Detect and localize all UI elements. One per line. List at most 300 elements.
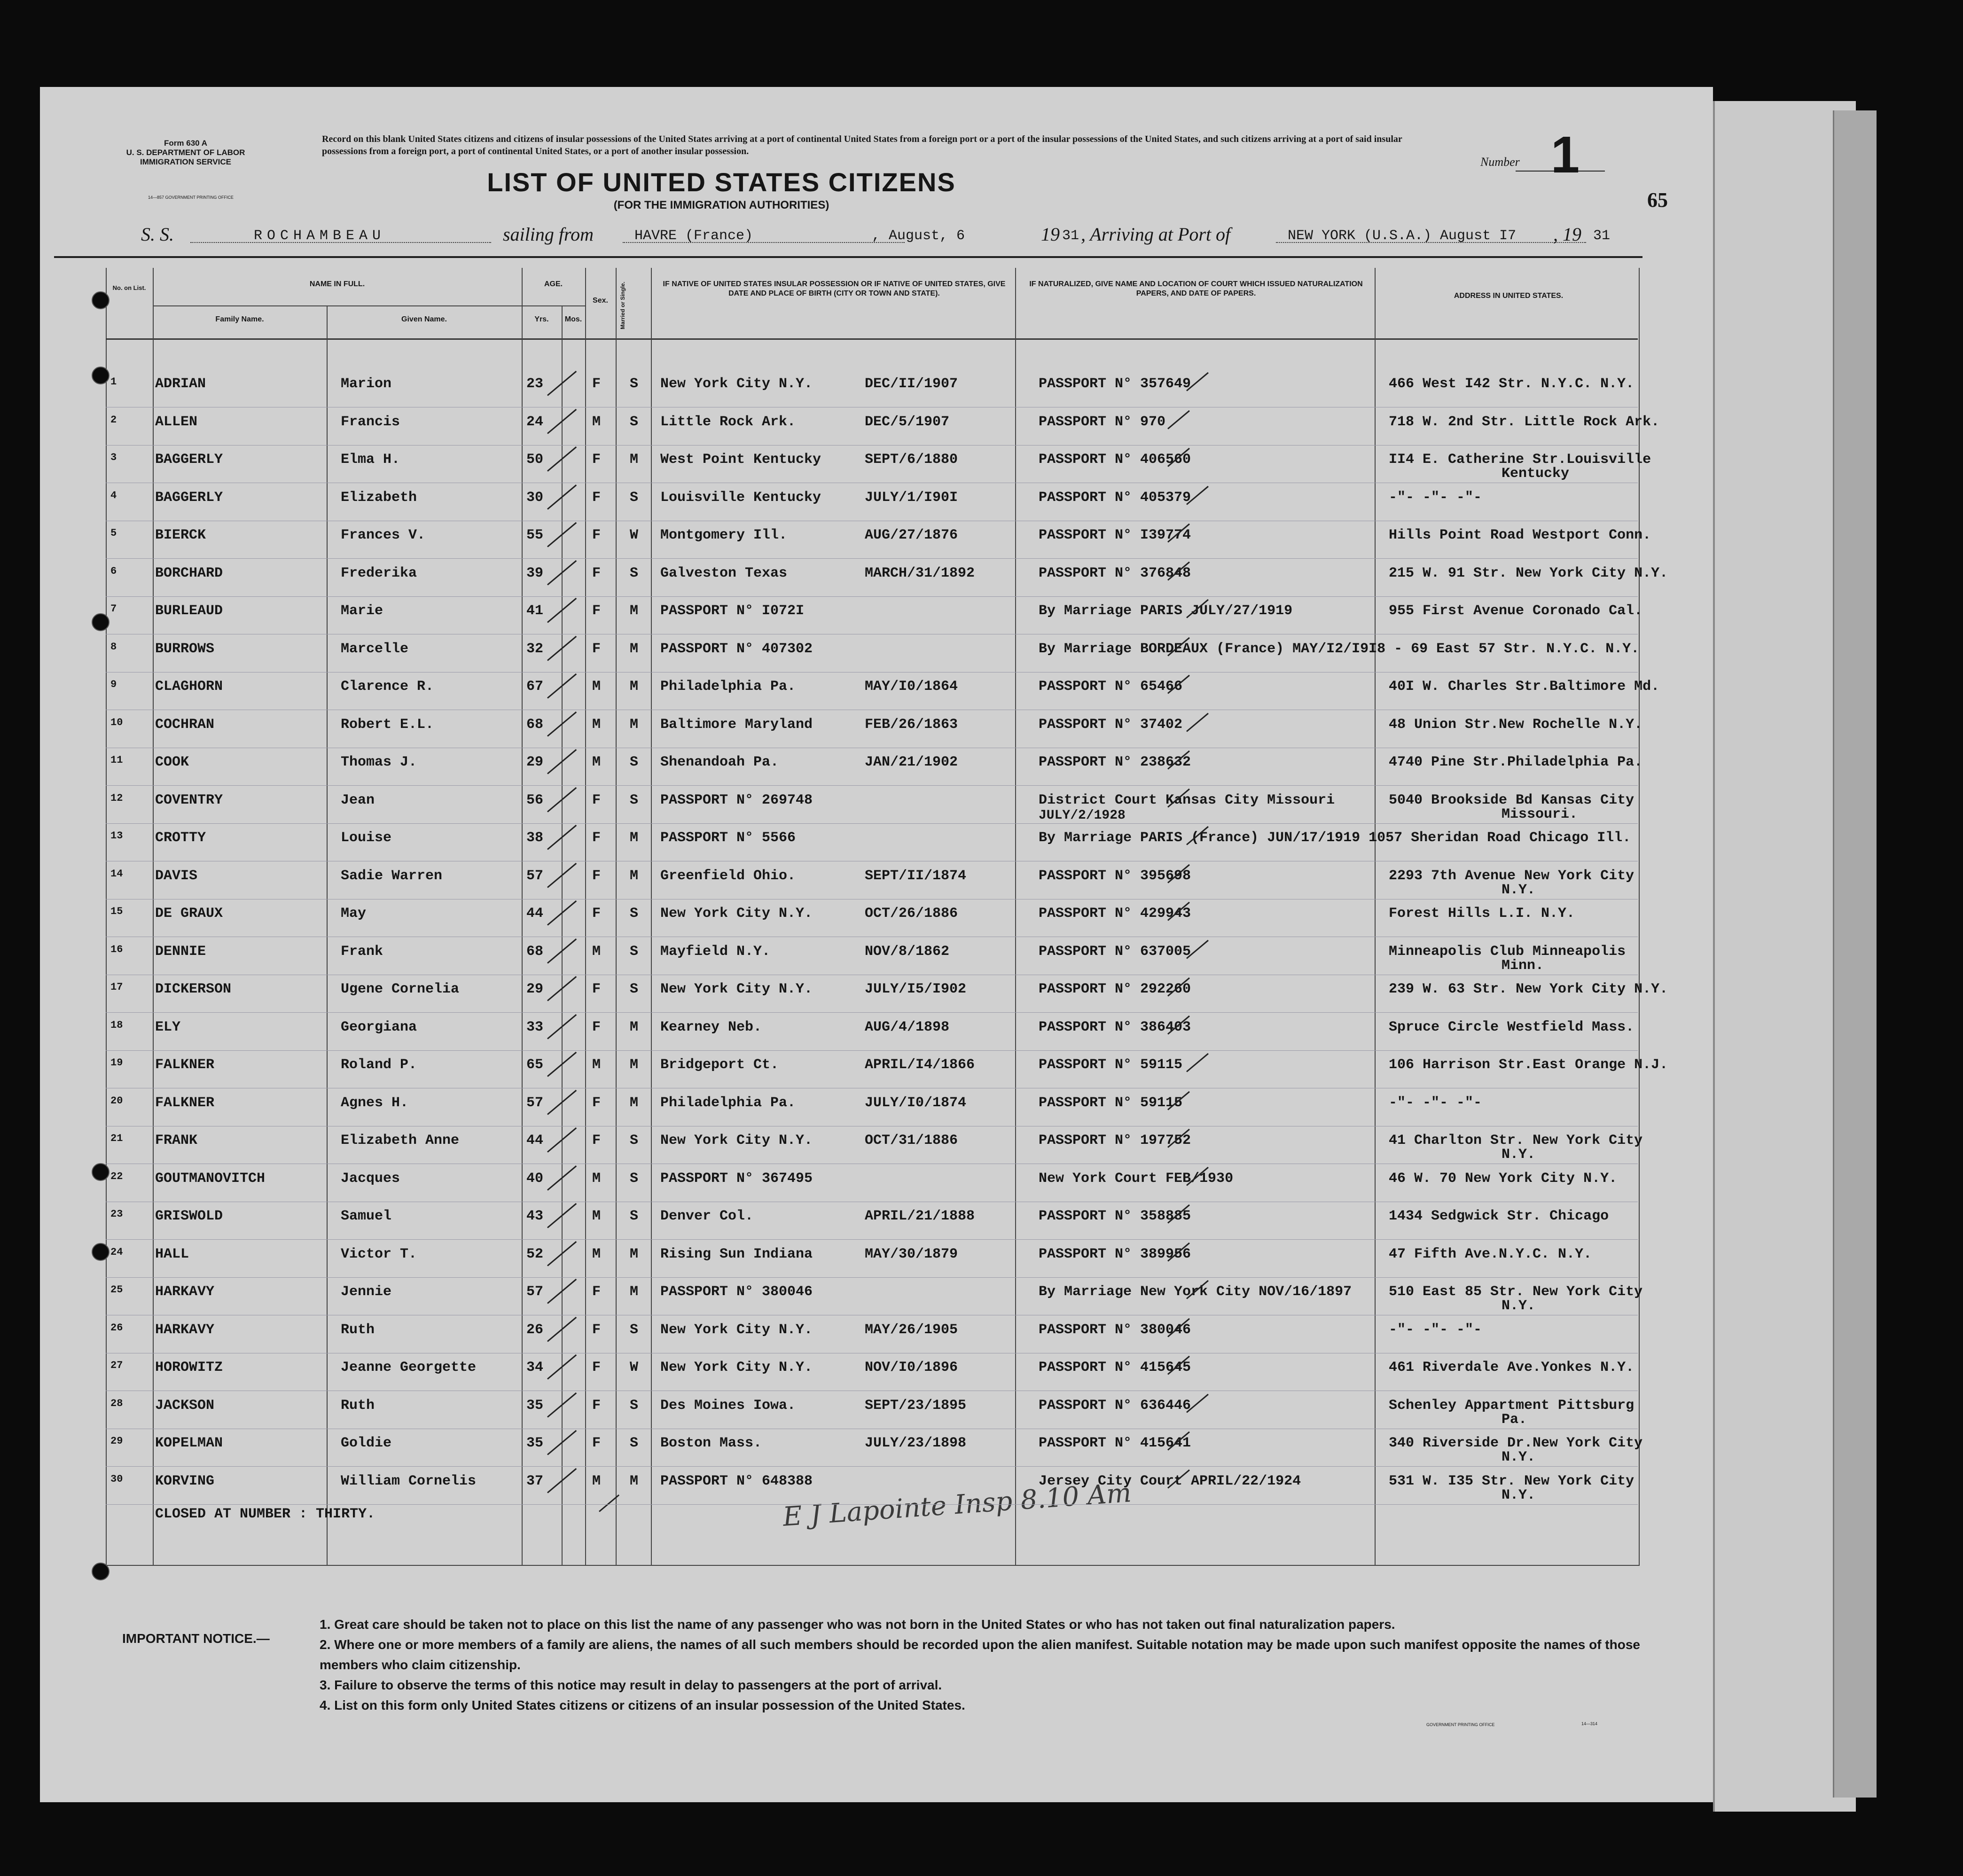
ruled-line [106, 1050, 1638, 1051]
age-years: 65 [526, 1057, 544, 1073]
binder-hole [92, 367, 109, 384]
naturalization: By Marriage BORDEAUX (France) MAY/I2/I9I8 - 69 East 57 Str. N.Y.C. N.Y. [1039, 641, 1640, 657]
address: 510 East 85 Str. New York City [1389, 1284, 1643, 1300]
marital-status: S [630, 1397, 639, 1414]
birth-date: NOV/8/1862 [865, 943, 950, 960]
birth-date: SEPT/23/1895 [865, 1397, 967, 1414]
age-years: 24 [526, 414, 544, 430]
family-name: BAGGERLY [155, 452, 223, 468]
naturalization-date: JULY/2/1928 [1039, 808, 1126, 823]
header-name-in-full: NAME IN FULL. [309, 280, 365, 288]
naturalization: PASSPORT N° 37402 [1039, 716, 1183, 733]
birth-place: PASSPORT N° 5566 [660, 830, 796, 846]
family-name: HALL [155, 1246, 189, 1262]
family-name: BURROWS [155, 641, 215, 657]
birth-place: New York City N.Y. [660, 981, 813, 997]
notice-item-3: 3. Failure to observe the terms of this notice may result in delay to passengers at the port of arrival. [320, 1678, 942, 1692]
marital-status: M [630, 679, 639, 695]
birth-place: PASSPORT N° 367495 [660, 1170, 813, 1187]
table-row [40, 830, 1713, 868]
family-name: HARKAVY [155, 1284, 215, 1300]
notice-item-1: 1. Great care should be taken not to place on this list the name of any passenger who was not born in the United States or who has not taken out final naturalization papers. [320, 1617, 1395, 1632]
form-identifier [106, 139, 266, 167]
marital-status: S [630, 943, 639, 960]
row-number: 15 [110, 906, 123, 917]
age-years: 56 [526, 792, 544, 808]
age-years: 68 [526, 943, 544, 960]
row-number: 26 [110, 1321, 123, 1334]
age-years: 44 [526, 906, 544, 922]
naturalization: PASSPORT N° 389956 [1039, 1246, 1191, 1262]
sex: F [592, 1019, 601, 1035]
address-line-2: N.Y. [1502, 1147, 1536, 1163]
birth-place: Philadelphia Pa. [660, 1094, 796, 1111]
birth-place: PASSPORT N° 407302 [660, 641, 813, 657]
table-row [40, 1208, 1713, 1246]
row-number: 3 [110, 452, 117, 463]
given-name: Robert E.L. [341, 716, 434, 733]
birth-date: JULY/1/I90I [865, 489, 958, 506]
arrival-port-date: NEW YORK (U.S.A.) August I7 [1288, 228, 1517, 244]
ruled-line [106, 1012, 1638, 1013]
row-number: 18 [110, 1019, 123, 1031]
marital-status: S [630, 981, 639, 997]
inspector-signature: E J Lapointe Insp 8.10 Am [782, 1477, 1133, 1532]
header-age: AGE. [544, 280, 563, 288]
address: 340 Riverside Dr.New York City [1389, 1435, 1643, 1451]
marital-status: M [630, 1284, 639, 1300]
sex: F [592, 868, 601, 884]
naturalization: PASSPORT N° 395698 [1039, 868, 1191, 884]
row-number: 9 [110, 679, 117, 690]
address-line-2: N.Y. [1502, 1449, 1536, 1465]
header-sex: Sex. [593, 297, 608, 305]
given-name: Elizabeth [341, 489, 417, 506]
table-row [40, 1095, 1713, 1133]
birth-place: Mayfield N.Y. [660, 943, 771, 960]
page-number: 65 [1647, 188, 1668, 211]
birth-date: SEPT/6/1880 [865, 452, 958, 468]
birth-place: PASSPORT N° 380046 [660, 1284, 813, 1300]
given-name: Georgiana [341, 1019, 417, 1035]
row-number: 13 [110, 830, 123, 842]
naturalization: PASSPORT N° 405379 [1039, 489, 1191, 506]
marital-status: S [630, 1133, 639, 1149]
address: -"- -"- -"- [1389, 1094, 1482, 1111]
given-name: Jacques [341, 1170, 400, 1187]
given-name: Jeanne Georgette [341, 1360, 477, 1376]
departure-port: HAVRE (France) [634, 228, 753, 244]
naturalization: PASSPORT N° 406560 [1039, 452, 1191, 468]
given-name: Jean [341, 792, 375, 808]
naturalization: PASSPORT N° 197752 [1039, 1133, 1191, 1149]
family-name: KORVING [155, 1473, 215, 1489]
marital-status: W [630, 527, 639, 543]
address: 47 Fifth Ave.N.Y.C. N.Y. [1389, 1246, 1592, 1262]
sex: M [592, 679, 601, 695]
birth-place: Greenfield Ohio. [660, 868, 796, 884]
header-given-name: Given Name. [401, 315, 447, 323]
ruled-line [106, 596, 1638, 597]
age-years: 68 [526, 716, 544, 733]
birth-date: APRIL/21/1888 [865, 1208, 975, 1224]
marital-status: S [630, 792, 639, 808]
row-number: 28 [110, 1397, 123, 1409]
table-row [40, 452, 1713, 489]
header-mos: Mos. [564, 315, 582, 323]
age-years: 32 [526, 641, 544, 657]
marital-status: W [630, 1360, 639, 1376]
given-name: William Cornelis [341, 1473, 477, 1489]
ruled-line [106, 1466, 1638, 1467]
header-yrs: Yrs. [534, 315, 549, 323]
naturalization: PASSPORT N° 238632 [1039, 754, 1191, 770]
sex: M [592, 1170, 601, 1187]
address: 5040 Brookside Bd Kansas City [1389, 792, 1635, 808]
naturalization: PASSPORT N° 59115 [1039, 1057, 1183, 1073]
marital-status: M [630, 452, 639, 468]
service-name: IMMIGRATION SERVICE [140, 157, 231, 166]
header-subrule [153, 305, 585, 306]
binder-hole [92, 291, 109, 309]
table-row [40, 1435, 1713, 1473]
given-name: Ugene Cornelia [341, 981, 460, 997]
given-name: Ruth [341, 1321, 375, 1338]
header-address: ADDRESS IN UNITED STATES. [1454, 292, 1564, 300]
marital-status: S [630, 565, 639, 581]
age-years: 57 [526, 1094, 544, 1111]
marital-status: M [630, 1246, 639, 1262]
notice-item-2: 2. Where one or more members of a family are aliens, the names of all such members should be recorded upon the alien manifest. Suitable notation may be made upon such manifest opposite the names of those members who claim citizenship. [320, 1637, 1640, 1672]
row-number: 29 [110, 1435, 123, 1447]
address: 4740 Pine Str.Philadelphia Pa. [1389, 754, 1643, 770]
sex: M [592, 1246, 601, 1262]
naturalization: PASSPORT N° 636446 [1039, 1397, 1191, 1414]
age-years: 35 [526, 1435, 544, 1451]
row-number: 24 [110, 1246, 123, 1258]
table-row [40, 603, 1713, 641]
table-row [40, 1360, 1713, 1397]
header-no: No. on List. [112, 284, 146, 291]
address: Schenley Appartment Pittsburg [1389, 1397, 1635, 1414]
sex: F [592, 1321, 601, 1338]
sex: F [592, 1435, 601, 1451]
address-line-2: N.Y. [1502, 882, 1536, 898]
binder-hole [92, 613, 109, 631]
table-row [40, 1057, 1713, 1094]
birth-place: Des Moines Iowa. [660, 1397, 796, 1414]
address-line-2: Minn. [1502, 957, 1544, 974]
birth-place: PASSPORT N° I072I [660, 603, 805, 619]
given-name: Agnes H. [341, 1094, 409, 1111]
birth-place: Shenandoah Pa. [660, 754, 779, 770]
notice-items [320, 1614, 1682, 1715]
ruled-line [106, 1504, 1638, 1505]
row-number: 27 [110, 1360, 123, 1371]
naturalization: PASSPORT N° 380046 [1039, 1321, 1191, 1338]
naturalization: Jersey City Court APRIL/22/1924 [1039, 1473, 1301, 1489]
given-name: Elma H. [341, 452, 400, 468]
given-name: Frederika [341, 565, 417, 581]
family-name: GOUTMANOVITCH [155, 1170, 266, 1187]
birth-date: SEPT/II/1874 [865, 868, 967, 884]
closing-statement: CLOSED AT NUMBER : THIRTY. [155, 1506, 375, 1522]
family-name: FRANK [155, 1133, 198, 1149]
sex: F [592, 1397, 601, 1414]
table-row [40, 1398, 1713, 1435]
row-number: 2 [110, 414, 117, 426]
table-row [40, 414, 1713, 452]
header-family-name: Family Name. [215, 315, 264, 323]
family-name: COVENTRY [155, 792, 223, 808]
family-name: GRISWOLD [155, 1208, 223, 1224]
ruled-line [106, 1239, 1638, 1240]
family-name: DENNIE [155, 943, 206, 960]
address: 239 W. 63 Str. New York City N.Y. [1389, 981, 1668, 997]
sailing-label: sailing from [503, 224, 594, 245]
age-years: 23 [526, 376, 544, 392]
given-name: Thomas J. [341, 754, 417, 770]
arriving-label: , Arriving at Port of [1081, 224, 1231, 245]
marital-status: M [630, 1057, 639, 1073]
sex: M [592, 1473, 601, 1489]
row-number: 17 [110, 981, 123, 993]
header-rule [106, 338, 1638, 340]
family-name: BAGGERLY [155, 489, 223, 506]
birth-date: JAN/21/1902 [865, 754, 958, 770]
arrival-year: 31 [1593, 228, 1611, 244]
marital-status: S [630, 1170, 639, 1187]
birth-date: MAY/30/1879 [865, 1246, 958, 1262]
address: 48 Union Str.New Rochelle N.Y. [1389, 716, 1643, 733]
table-row [40, 1019, 1713, 1057]
marital-status: M [630, 830, 639, 846]
address: Minneapolis Club Minneapolis [1389, 943, 1626, 960]
birth-place: Louisville Kentucky [660, 489, 821, 506]
sex: F [592, 792, 601, 808]
table-row [40, 1246, 1713, 1284]
age-years: 41 [526, 603, 544, 619]
address: 2293 7th Avenue New York City [1389, 868, 1635, 884]
family-name: ADRIAN [155, 376, 206, 392]
birth-place: PASSPORT N° 269748 [660, 792, 813, 808]
given-name: Ruth [341, 1397, 375, 1414]
table-row [40, 906, 1713, 943]
sex: F [592, 527, 601, 543]
row-number: 19 [110, 1057, 123, 1069]
row-number: 10 [110, 716, 123, 728]
address: 46 W. 70 New York City N.Y. [1389, 1170, 1618, 1187]
age-years: 50 [526, 452, 544, 468]
given-name: Sadie Warren [341, 868, 443, 884]
address: 215 W. 91 Str. New York City N.Y. [1389, 565, 1668, 581]
birth-date: MAY/I0/1864 [865, 679, 958, 695]
marital-status: M [630, 603, 639, 619]
naturalization: PASSPORT N° 386403 [1039, 1019, 1191, 1035]
given-name: Goldie [341, 1435, 392, 1451]
page-title: LIST OF UNITED STATES CITIZENS [487, 167, 956, 197]
table-row [40, 792, 1713, 830]
age-years: 57 [526, 868, 544, 884]
birth-place: Baltimore Maryland [660, 716, 813, 733]
marital-status: S [630, 376, 639, 392]
table-row [40, 679, 1713, 716]
address: 1434 Sedgwick Str. Chicago [1389, 1208, 1609, 1224]
row-number: 8 [110, 641, 117, 653]
table-row [40, 1284, 1713, 1321]
birth-date: NOV/I0/1896 [865, 1360, 958, 1376]
marital-status: S [630, 1321, 639, 1338]
birth-place: Little Rock Ark. [660, 414, 796, 430]
birth-date: APRIL/I4/1866 [865, 1057, 975, 1073]
birth-date: JULY/I5/I902 [865, 981, 967, 997]
sex: F [592, 565, 601, 581]
address: Hills Point Road Westport Conn. [1389, 527, 1651, 543]
sex: M [592, 716, 601, 733]
family-name: JACKSON [155, 1397, 215, 1414]
age-years: 26 [526, 1321, 544, 1338]
row-number: 14 [110, 868, 123, 880]
table-row [40, 565, 1713, 603]
age-years: 43 [526, 1208, 544, 1224]
address: II4 E. Catherine Str.Louisville [1389, 452, 1651, 468]
binder-hole [92, 1243, 109, 1261]
arrival-year-prefix: , 19 [1553, 224, 1581, 245]
marital-status: S [630, 414, 639, 430]
sex: M [592, 754, 601, 770]
family-name: ALLEN [155, 414, 198, 430]
given-name: Marcelle [341, 641, 409, 657]
manifest-page [40, 87, 1713, 1802]
birth-place: Montgomery Ill. [660, 527, 788, 543]
table-row [40, 376, 1713, 414]
table-row [40, 527, 1713, 565]
naturalization: By Marriage New York City NOV/16/1897 [1039, 1284, 1352, 1300]
age-years: 35 [526, 1397, 544, 1414]
birth-place: New York City N.Y. [660, 1360, 813, 1376]
naturalization: New York Court FEB/1930 [1039, 1170, 1234, 1187]
sex: F [592, 1133, 601, 1149]
sex: F [592, 603, 601, 619]
address-line-2: Kentucky [1502, 466, 1570, 482]
sex: F [592, 1094, 601, 1111]
age-years: 30 [526, 489, 544, 506]
row-number: 1 [110, 376, 117, 388]
table-row [40, 1171, 1713, 1208]
marital-status: M [630, 868, 639, 884]
marital-status: S [630, 1208, 639, 1224]
naturalization: PASSPORT N° 357649 [1039, 376, 1191, 392]
age-years: 52 [526, 1246, 544, 1262]
birth-place: New York City N.Y. [660, 1133, 813, 1149]
marital-status: S [630, 754, 639, 770]
header-married-single: Married or Single. [619, 281, 626, 329]
address-line-2: Missouri. [1502, 806, 1578, 822]
birth-date: OCT/31/1886 [865, 1133, 958, 1149]
row-number: 5 [110, 527, 117, 539]
ruled-line [106, 1277, 1638, 1278]
given-name: Frances V. [341, 527, 426, 543]
address: Forest Hills L.I. N.Y. [1389, 906, 1575, 922]
department-name: U. S. DEPARTMENT OF LABOR [126, 148, 245, 157]
family-name: HARKAVY [155, 1321, 215, 1338]
age-years: 38 [526, 830, 544, 846]
birth-date: FEB/26/1863 [865, 716, 958, 733]
age-years: 29 [526, 981, 544, 997]
family-name: CLAGHORN [155, 679, 223, 695]
given-name: Jennie [341, 1284, 392, 1300]
family-name: DE GRAUX [155, 906, 223, 922]
given-name: Samuel [341, 1208, 392, 1224]
family-name: DICKERSON [155, 981, 232, 997]
birth-date: JULY/23/1898 [865, 1435, 967, 1451]
table-row [40, 754, 1713, 792]
naturalization: PASSPORT N° 415641 [1039, 1435, 1191, 1451]
family-name: ELY [155, 1019, 181, 1035]
marital-status: S [630, 489, 639, 506]
naturalization: PASSPORT N° 292260 [1039, 981, 1191, 997]
sex: M [592, 1208, 601, 1224]
family-name: CROTTY [155, 830, 206, 846]
sex: F [592, 1284, 601, 1300]
row-number: 21 [110, 1133, 123, 1144]
family-name: FALKNER [155, 1094, 215, 1111]
age-years: 33 [526, 1019, 544, 1035]
notice-label: IMPORTANT NOTICE.— [122, 1631, 270, 1646]
row-number: 12 [110, 792, 123, 804]
header-naturalization: IF NATURALIZED, GIVE NAME AND LOCATION OF COURT WHICH ISSUED NATURALIZATION PAPERS, AND DATE OF PAPERS. [1029, 280, 1363, 297]
given-name: Victor T. [341, 1246, 417, 1262]
row-number: 23 [110, 1208, 123, 1220]
marital-status: M [630, 1019, 639, 1035]
naturalization: PASSPORT N° I39774 [1039, 527, 1191, 543]
address: -"- -"- -"- [1389, 489, 1482, 506]
sex: F [592, 906, 601, 922]
ruled-line [106, 785, 1638, 786]
departure-year-prefix: 19 [1041, 224, 1060, 245]
naturalization: By Marriage PARIS JULY/27/1919 [1039, 603, 1293, 619]
family-name: DAVIS [155, 868, 198, 884]
adjacent-page-edge-2 [1833, 110, 1877, 1798]
naturalization: PASSPORT N° 376848 [1039, 565, 1191, 581]
sex: F [592, 981, 601, 997]
birth-date: OCT/26/1886 [865, 906, 958, 922]
birth-date: AUG/4/1898 [865, 1019, 950, 1035]
address-line-2: N.Y. [1502, 1487, 1536, 1503]
birth-date: DEC/II/1907 [865, 376, 958, 392]
naturalization: PASSPORT N° 358885 [1039, 1208, 1191, 1224]
sex: M [592, 943, 601, 960]
naturalization: PASSPORT N° 429943 [1039, 906, 1191, 922]
departure-year: 31 [1062, 228, 1079, 244]
birth-place: West Point Kentucky [660, 452, 821, 468]
sex: M [592, 1057, 601, 1073]
birth-date: MARCH/31/1892 [865, 565, 975, 581]
age-years: 29 [526, 754, 544, 770]
family-name: FALKNER [155, 1057, 215, 1073]
row-number: 20 [110, 1094, 123, 1107]
table-row [40, 490, 1713, 527]
marital-status: S [630, 1435, 639, 1451]
address: 718 W. 2nd Str. Little Rock Ark. [1389, 414, 1660, 430]
address: 466 West I42 Str. N.Y.C. N.Y. [1389, 376, 1635, 392]
family-name: COOK [155, 754, 189, 770]
given-name: Roland P. [341, 1057, 417, 1073]
sex: F [592, 376, 601, 392]
row-number: 22 [110, 1170, 123, 1182]
address: 531 W. I35 Str. New York City [1389, 1473, 1635, 1489]
printer-code: 14—857 GOVERNMENT PRINTING OFFICE [148, 195, 234, 200]
